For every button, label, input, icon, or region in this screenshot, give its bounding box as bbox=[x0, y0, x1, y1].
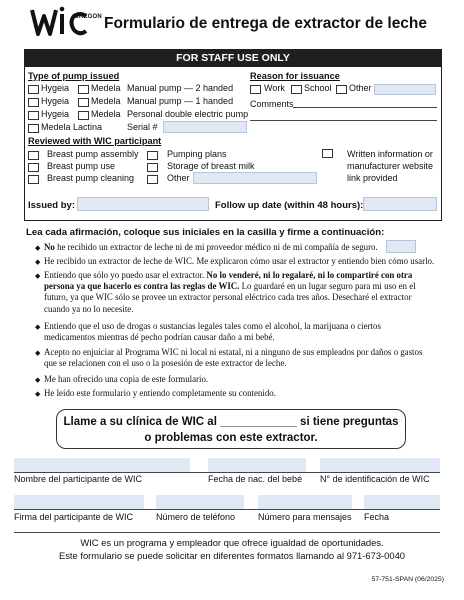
checkbox-cleaning[interactable] bbox=[28, 175, 39, 184]
label-hygeia: Hygeia bbox=[41, 83, 70, 93]
checkbox-other-reviewed[interactable] bbox=[147, 175, 158, 184]
label-medela: Medela bbox=[91, 109, 121, 119]
label-written-3: link provided bbox=[347, 173, 398, 183]
checkbox-hygeia-manual1[interactable] bbox=[28, 98, 39, 107]
statement-6 bbox=[35, 374, 424, 385]
statement-7 bbox=[35, 388, 424, 399]
form-number: 57-751-SPAN (06/2025) bbox=[371, 576, 444, 583]
label-storage: Storage of breast milk bbox=[167, 161, 255, 171]
diamond-icon: ◆ bbox=[35, 272, 41, 280]
label-medela-lactina: Medela Lactina bbox=[41, 122, 103, 132]
staff-banner: FOR STAFF USE ONLY bbox=[25, 50, 441, 67]
checkbox-hygeia-manual2[interactable] bbox=[28, 85, 39, 94]
signature-row-2-line bbox=[14, 509, 440, 510]
checkbox-work[interactable] bbox=[250, 85, 261, 94]
participant-name-input[interactable] bbox=[14, 458, 190, 472]
label-date: Fecha bbox=[364, 512, 390, 522]
comments-line-2[interactable] bbox=[250, 120, 437, 121]
checkbox-medela-manual2[interactable] bbox=[78, 85, 89, 94]
statement-3-bold: No lo venderé, ni lo regalaré, ni lo compartiré con otra persona ya que hacerlo es contra las reglas de WIC. bbox=[44, 270, 413, 292]
statement-1-bold: No bbox=[44, 242, 55, 252]
statement-4-text: Entiendo que el uso de drogas o sustancias legales tales como el alcohol, la marijuana o ciertos medicamentos mientras dé pecho podrían causar daño a mi bebé. bbox=[44, 321, 381, 343]
label-personal-double: Personal double electric pump bbox=[127, 109, 249, 119]
statement-7-text: He leído este formulario y entiendo completamente su contenido. bbox=[44, 388, 276, 398]
statement-1 bbox=[35, 242, 394, 253]
participant-signature-input[interactable] bbox=[14, 495, 144, 509]
statement-5 bbox=[35, 347, 424, 369]
diamond-icon: ◆ bbox=[35, 323, 41, 331]
checkbox-storage[interactable] bbox=[147, 163, 158, 172]
diamond-icon: ◆ bbox=[35, 244, 41, 252]
reason-heading: Reason for issuance bbox=[250, 71, 340, 81]
label-follow-up: Follow up date (within 48 hours): bbox=[215, 200, 364, 211]
footer-equal-opportunity: WIC es un programa y empleador que ofrece igualdad de oportunidades. bbox=[80, 537, 384, 548]
clinic-callout bbox=[56, 409, 406, 449]
page-title: Formulario de entrega de extractor de leche bbox=[104, 15, 428, 32]
label-comments: Comments bbox=[250, 99, 294, 109]
message-phone-input[interactable] bbox=[258, 495, 352, 509]
follow-up-date-input[interactable] bbox=[363, 197, 437, 211]
checkbox-other-reason[interactable] bbox=[336, 85, 347, 94]
instructions: Lea cada afirmación, coloque sus iniciales en la casilla y firme a continuación: bbox=[26, 227, 385, 238]
label-cleaning: Breast pump cleaning bbox=[47, 173, 135, 183]
initials-box-1[interactable] bbox=[386, 240, 416, 253]
checkbox-medela-manual1[interactable] bbox=[78, 98, 89, 107]
reviewed-heading: Reviewed with WIC participant bbox=[28, 136, 162, 146]
other-reviewed-input[interactable] bbox=[193, 172, 317, 184]
label-serial: Serial # bbox=[127, 122, 158, 132]
statement-3-text-a: Entiendo que sólo yo puedo usar el extractor. bbox=[44, 270, 207, 280]
diamond-icon: ◆ bbox=[35, 390, 41, 398]
statement-6-text: Me han ofrecido una copia de este formulario. bbox=[44, 374, 209, 384]
label-other-reviewed: Other bbox=[167, 173, 190, 183]
label-baby-dob: Fecha de nac. del bebé bbox=[208, 474, 303, 484]
date-input[interactable] bbox=[364, 495, 440, 509]
label-written-1: Written information or bbox=[347, 149, 433, 159]
statement-3 bbox=[35, 270, 424, 315]
phone-input[interactable] bbox=[156, 495, 244, 509]
baby-dob-input[interactable] bbox=[208, 458, 306, 472]
label-use: Breast pump use bbox=[47, 161, 116, 171]
label-written-2: manufacturer website bbox=[347, 161, 434, 171]
diamond-icon: ◆ bbox=[35, 349, 41, 357]
pump-type-heading: Type of pump issued bbox=[28, 71, 120, 81]
checkbox-hygeia-electric[interactable] bbox=[28, 111, 39, 120]
label-issued-by: Issued by: bbox=[28, 200, 75, 211]
statement-1-text: he recibido un extractor de leche ni de mi proveedor médico ni de mi compañía de seguro. bbox=[54, 242, 378, 252]
diamond-icon: ◆ bbox=[35, 258, 41, 266]
checkbox-plans[interactable] bbox=[147, 151, 158, 160]
statement-2 bbox=[35, 256, 444, 267]
statement-5-text: Acepto no enjuiciar al Programa WIC ni local ni estatal, ni a ninguno de sus empleados por daños o gastos que se relacionen con el uso o la posesión de este extractor de leche. bbox=[44, 347, 423, 369]
label-medela: Medela bbox=[91, 96, 121, 106]
comments-line-1[interactable] bbox=[293, 107, 437, 108]
clinic-phone-blank[interactable]: ____________ bbox=[220, 416, 297, 428]
callout-line-2: o problemas con este extractor. bbox=[144, 432, 318, 444]
signature-row-1-line bbox=[14, 472, 440, 473]
label-other-reason: Other bbox=[349, 83, 372, 93]
label-hygeia: Hygeia bbox=[41, 96, 70, 106]
wic-id-input[interactable] bbox=[320, 458, 440, 472]
checkbox-use[interactable] bbox=[28, 163, 39, 172]
label-school: School bbox=[304, 83, 332, 93]
label-assembly: Breast pump assembly bbox=[47, 149, 139, 159]
checkbox-written-info[interactable] bbox=[322, 149, 333, 158]
statement-4 bbox=[35, 321, 424, 343]
callout-line-1: Llame a su clínica de WIC al ____________ si tiene preguntas bbox=[63, 416, 399, 428]
label-wic-id: N° de identificación de WIC bbox=[320, 474, 430, 484]
serial-number-input[interactable] bbox=[163, 121, 247, 133]
label-medela: Medela bbox=[91, 83, 121, 93]
label-manual-1: Manual pump — 1 handed bbox=[127, 96, 234, 106]
label-message-phone: Número para mensajes bbox=[258, 512, 352, 522]
logo-oregon-text: OREGON bbox=[74, 14, 102, 20]
diamond-icon: ◆ bbox=[35, 376, 41, 384]
checkbox-school[interactable] bbox=[291, 85, 302, 94]
label-manual-2: Manual pump — 2 handed bbox=[127, 83, 234, 93]
footer-divider bbox=[14, 532, 440, 533]
label-phone: Número de teléfono bbox=[156, 512, 236, 522]
statement-2-text: He recibido un extractor de leche de WIC. Me explicaron cómo usar el extractor y entiendo bien cómo usarlo. bbox=[44, 256, 435, 266]
issued-by-input[interactable] bbox=[77, 197, 209, 211]
label-work: Work bbox=[264, 83, 285, 93]
footer-formats: Este formulario se puede solicitar en diferentes formatos llamando al 971-673-0040 bbox=[58, 550, 406, 561]
label-plans: Pumping plans bbox=[167, 149, 227, 159]
label-hygeia: Hygeia bbox=[41, 109, 70, 119]
wic-logo bbox=[28, 6, 96, 38]
checkbox-medela-electric[interactable] bbox=[78, 111, 89, 120]
staff-use-section bbox=[24, 49, 442, 221]
label-participant-signature: Firma del participante de WIC bbox=[14, 512, 134, 522]
other-reason-input[interactable] bbox=[374, 84, 436, 95]
checkbox-assembly[interactable] bbox=[28, 151, 39, 160]
statement-3-text-b: Lo guardaré en un lugar seguro para mi uso en el futuro, ya que WIC sólo se provee un extractor personal eléctrico cada tres años. Desecharé el extractor cuando ya no lo necesite. bbox=[44, 281, 416, 314]
checkbox-medela-lactina[interactable] bbox=[28, 124, 39, 133]
label-participant-name: Nombre del participante de WIC bbox=[14, 474, 143, 484]
